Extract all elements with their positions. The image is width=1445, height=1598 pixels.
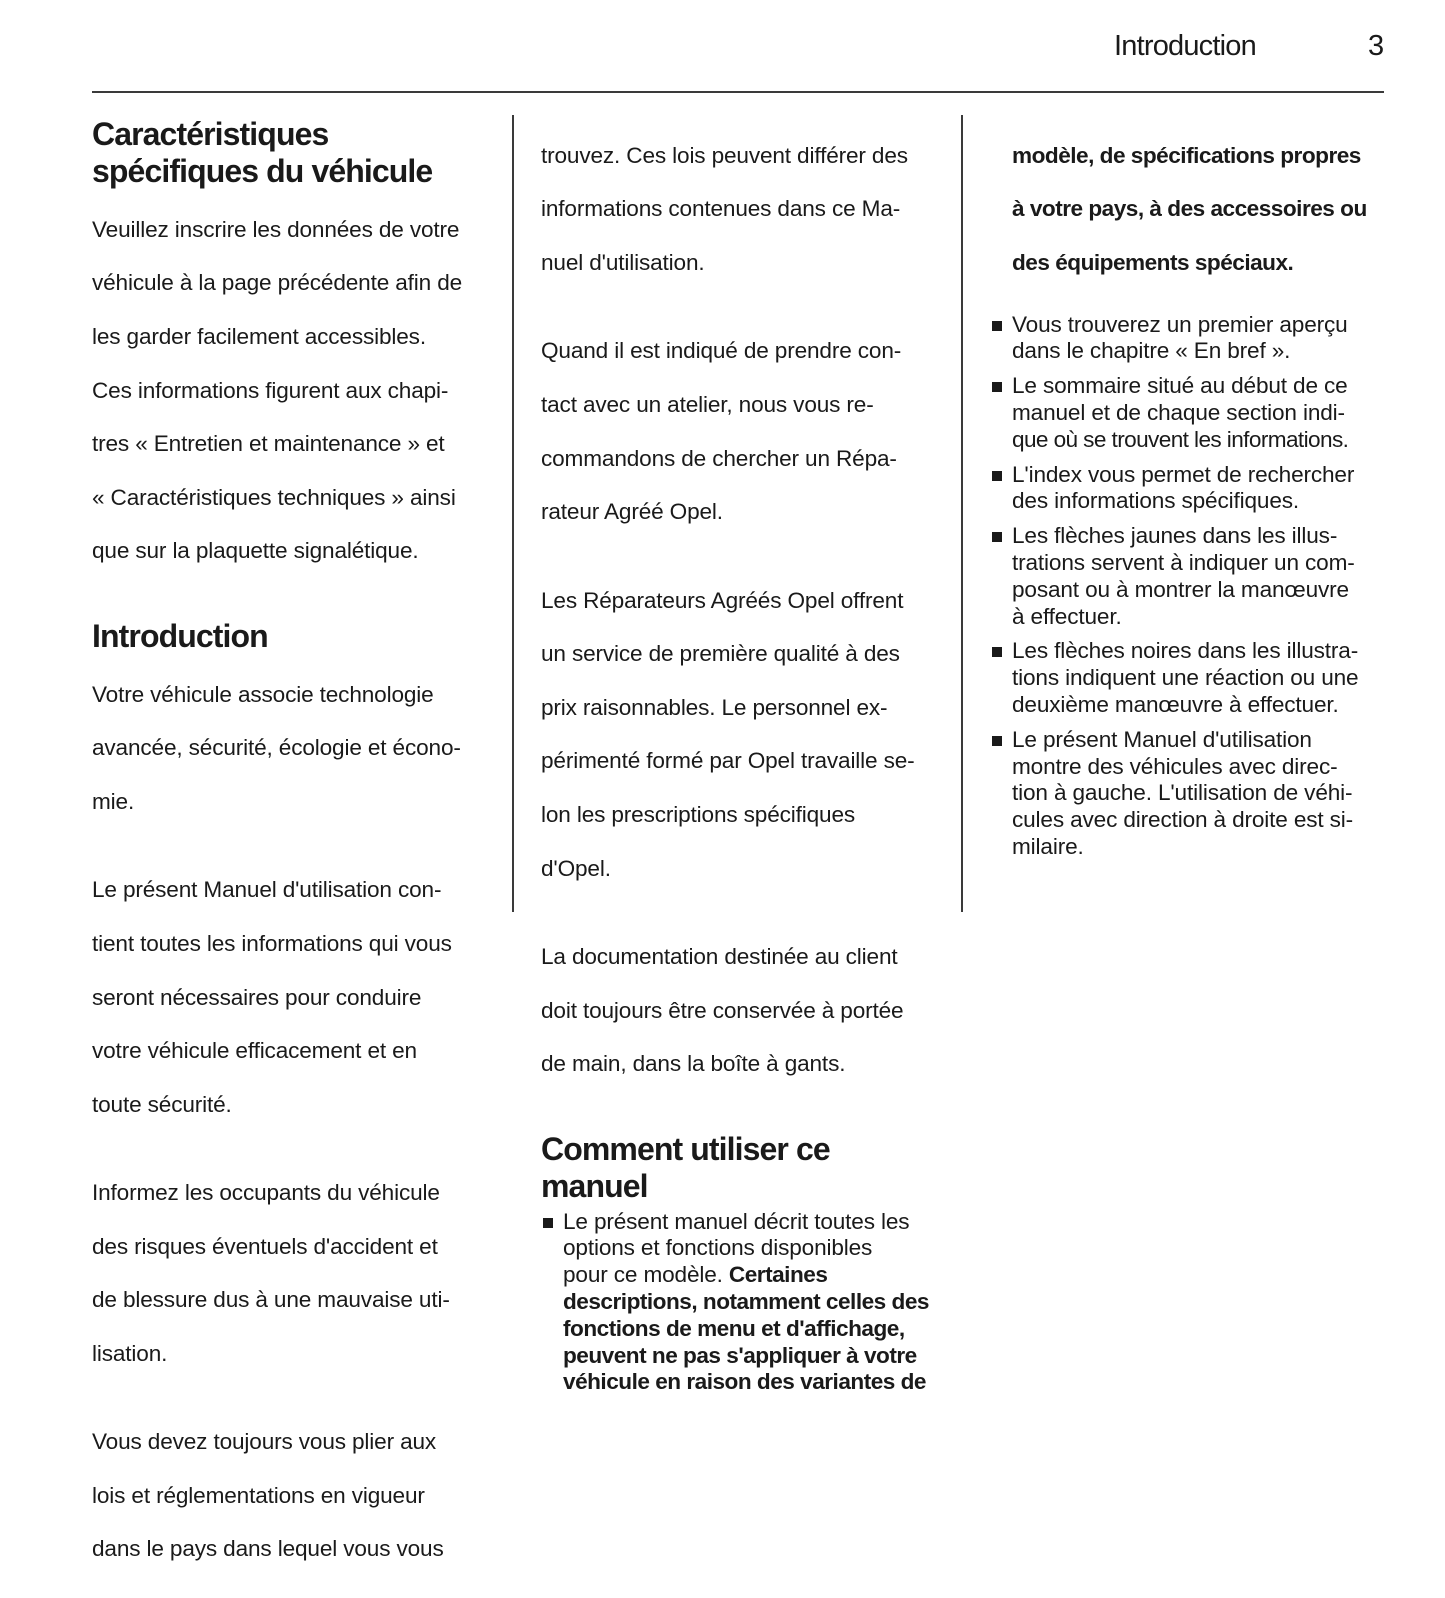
- text-line: de blessure dus à une mauvaise uti-: [92, 1287, 450, 1313]
- paragraph-documentation: [541, 917, 941, 1105]
- square-bullet-icon: [992, 532, 1002, 542]
- paragraph-inform-occupants: [92, 1153, 492, 1394]
- text-line: La documentation destinée au client: [541, 943, 898, 969]
- text-line: commandons de chercher un Répa-: [541, 445, 897, 471]
- paragraph-manual-contents: [92, 851, 492, 1146]
- bold-text-line: peuvent ne pas s'appliquer à votre: [563, 1342, 917, 1368]
- list-item: [990, 312, 1390, 366]
- text-line: doit toujours être conservée à portée: [541, 997, 904, 1023]
- section-heading-how-to-use: [541, 1131, 941, 1205]
- text-run: pour ce modèle.: [563, 1262, 729, 1288]
- text-line: que où se trouvent les informations.: [1012, 426, 1349, 452]
- list-item: [990, 462, 1390, 516]
- paragraph-laws-continued: [541, 116, 941, 304]
- column-divider-1: [512, 115, 514, 912]
- text-line: cules avec direction à droite est si-: [1012, 807, 1354, 833]
- paragraph-technology: [92, 655, 492, 843]
- text-line: posant ou à montrer la manœuvre: [1012, 576, 1349, 602]
- running-header-title: Introduction: [1114, 30, 1256, 62]
- text-line: Le sommaire situé au début de ce: [1012, 373, 1348, 399]
- text-line: tion à gauche. L'utilisation de véhi-: [1012, 780, 1353, 806]
- page-number: 3: [1368, 30, 1385, 62]
- section-heading-introduction: Introduction: [92, 617, 268, 654]
- text-line: « Caractéristiques techniques » ainsi: [92, 484, 456, 510]
- text-line: dans le pays dans lequel vous vous: [92, 1536, 444, 1562]
- text-line: des informations spécifiques.: [1012, 488, 1300, 514]
- text-line: Les Réparateurs Agréés Opel offrent: [541, 587, 904, 613]
- text-line: à effectuer.: [1012, 603, 1122, 629]
- text-line: Vous trouverez un premier aperçu: [1012, 311, 1348, 337]
- bold-text-line: véhicule en raison des variantes de: [563, 1369, 926, 1395]
- bold-text-line: descriptions, notamment celles des: [563, 1289, 929, 1315]
- text-line: nuel d'utilisation.: [541, 249, 705, 275]
- text-line: Le présent Manuel d'utilisation: [1012, 726, 1312, 752]
- column-divider-2: [961, 115, 963, 912]
- text-line: tact avec un atelier, nous vous re-: [541, 391, 874, 417]
- text-line: Les flèches jaunes dans les illus-: [1012, 523, 1338, 549]
- text-line: lois et réglementations en vigueur: [92, 1482, 425, 1508]
- text-line: Vous devez toujours vous plier aux: [92, 1429, 437, 1455]
- text-line: toute sécurité.: [92, 1091, 232, 1117]
- text-line: montre des véhicules avec direc-: [1012, 753, 1338, 779]
- header-rule: [92, 91, 1384, 93]
- text-line: informations contenues dans ce Ma-: [541, 196, 901, 222]
- text-line: L'index vous permet de rechercher: [1012, 461, 1355, 487]
- text-line: que sur la plaquette signalétique.: [92, 538, 419, 564]
- paragraph-repairers: [541, 561, 941, 909]
- bold-text-line: des équipements spéciaux.: [1012, 249, 1294, 275]
- text-line: dans le chapitre « En bref ».: [1012, 338, 1291, 364]
- text-line: tient toutes les informations qui vous: [92, 930, 452, 956]
- bold-text-line: fonctions de menu et d'affichage,: [563, 1315, 905, 1341]
- text-line: avancée, sécurité, écologie et écono-: [92, 735, 461, 761]
- text-line: mie.: [92, 788, 135, 814]
- text-line: deuxième manœuvre à effectuer.: [1012, 691, 1339, 717]
- paragraph-workshop: [541, 312, 941, 553]
- square-bullet-icon: [992, 647, 1002, 657]
- text-line: votre véhicule efficacement et en: [92, 1038, 417, 1064]
- text-line: Ces informations figurent aux chapi-: [92, 377, 449, 403]
- text-line: tions indiquent une réaction ou une: [1012, 665, 1359, 691]
- text-line: manuel et de chaque section indi-: [1012, 399, 1345, 425]
- text-line: lon les prescriptions spécifiques: [541, 801, 856, 827]
- text-line: trations servent à indiquer un com-: [1012, 549, 1355, 575]
- heading-line: manuel: [541, 1167, 648, 1204]
- square-bullet-icon: [543, 1218, 553, 1228]
- text-line: de main, dans la boîte à gants.: [541, 1051, 846, 1077]
- text-line: Informez les occupants du véhicule: [92, 1180, 440, 1206]
- text-line: milaire.: [1012, 833, 1084, 859]
- text-line: trouvez. Ces lois peuvent différer des: [541, 142, 908, 168]
- text-line: lisation.: [92, 1340, 168, 1366]
- text-line: Le présent manuel décrit toutes les: [563, 1208, 910, 1234]
- bold-text-line: modèle, de spécifications propres: [1012, 142, 1361, 168]
- text-line: périmenté formé par Opel travaille se-: [541, 748, 915, 774]
- list-item: [990, 523, 1390, 630]
- list-item: [990, 638, 1390, 718]
- column-1: [92, 116, 492, 1598]
- bullet-list: [541, 1209, 941, 1397]
- square-bullet-icon: [992, 736, 1002, 746]
- square-bullet-icon: [992, 321, 1002, 331]
- text-line: un service de première qualité à des: [541, 641, 900, 667]
- list-item: [541, 1209, 941, 1397]
- text-line: Les flèches noires dans les illustra-: [1012, 638, 1359, 664]
- text-line: des risques éventuels d'accident et: [92, 1233, 438, 1259]
- bullet-continuation: [990, 116, 1390, 304]
- heading-line: Caractéristiques: [92, 116, 329, 152]
- section-heading-vehicle-specs: [92, 116, 492, 190]
- text-line: prix raisonnables. Le personnel ex-: [541, 694, 888, 720]
- text-line: véhicule à la page précédente afin de: [92, 270, 463, 296]
- square-bullet-icon: [992, 471, 1002, 481]
- column-3: [990, 116, 1390, 869]
- list-item: [990, 373, 1390, 453]
- text-line: seront nécessaires pour conduire: [92, 984, 422, 1010]
- text-line: d'Opel.: [541, 855, 611, 881]
- square-bullet-icon: [992, 382, 1002, 392]
- list-item: [990, 727, 1390, 861]
- text-line: rateur Agréé Opel.: [541, 499, 723, 525]
- text-line: Veuillez inscrire les données de votre: [92, 216, 460, 242]
- bold-text-run: Certaines: [728, 1262, 828, 1288]
- text-line: les garder facilement accessibles.: [92, 323, 426, 349]
- heading-line: spécifiques du véhicule: [92, 153, 433, 189]
- text-line: Votre véhicule associe technologie: [92, 681, 434, 707]
- paragraph-laws: [92, 1402, 492, 1590]
- column-2: [541, 116, 941, 1404]
- text-line: Le présent Manuel d'utilisation con-: [92, 877, 442, 903]
- bullet-list: [990, 312, 1390, 861]
- text-line: options et fonctions disponibles: [563, 1235, 873, 1261]
- heading-line: Comment utiliser ce: [541, 1130, 830, 1167]
- text-line: [563, 1262, 941, 1289]
- paragraph-vehicle-data: [92, 190, 492, 592]
- bold-text-line: à votre pays, à des accessoires ou: [1012, 196, 1367, 222]
- text-line: tres « Entretien et maintenance » et: [92, 431, 445, 457]
- text-line: Quand il est indiqué de prendre con-: [541, 338, 902, 364]
